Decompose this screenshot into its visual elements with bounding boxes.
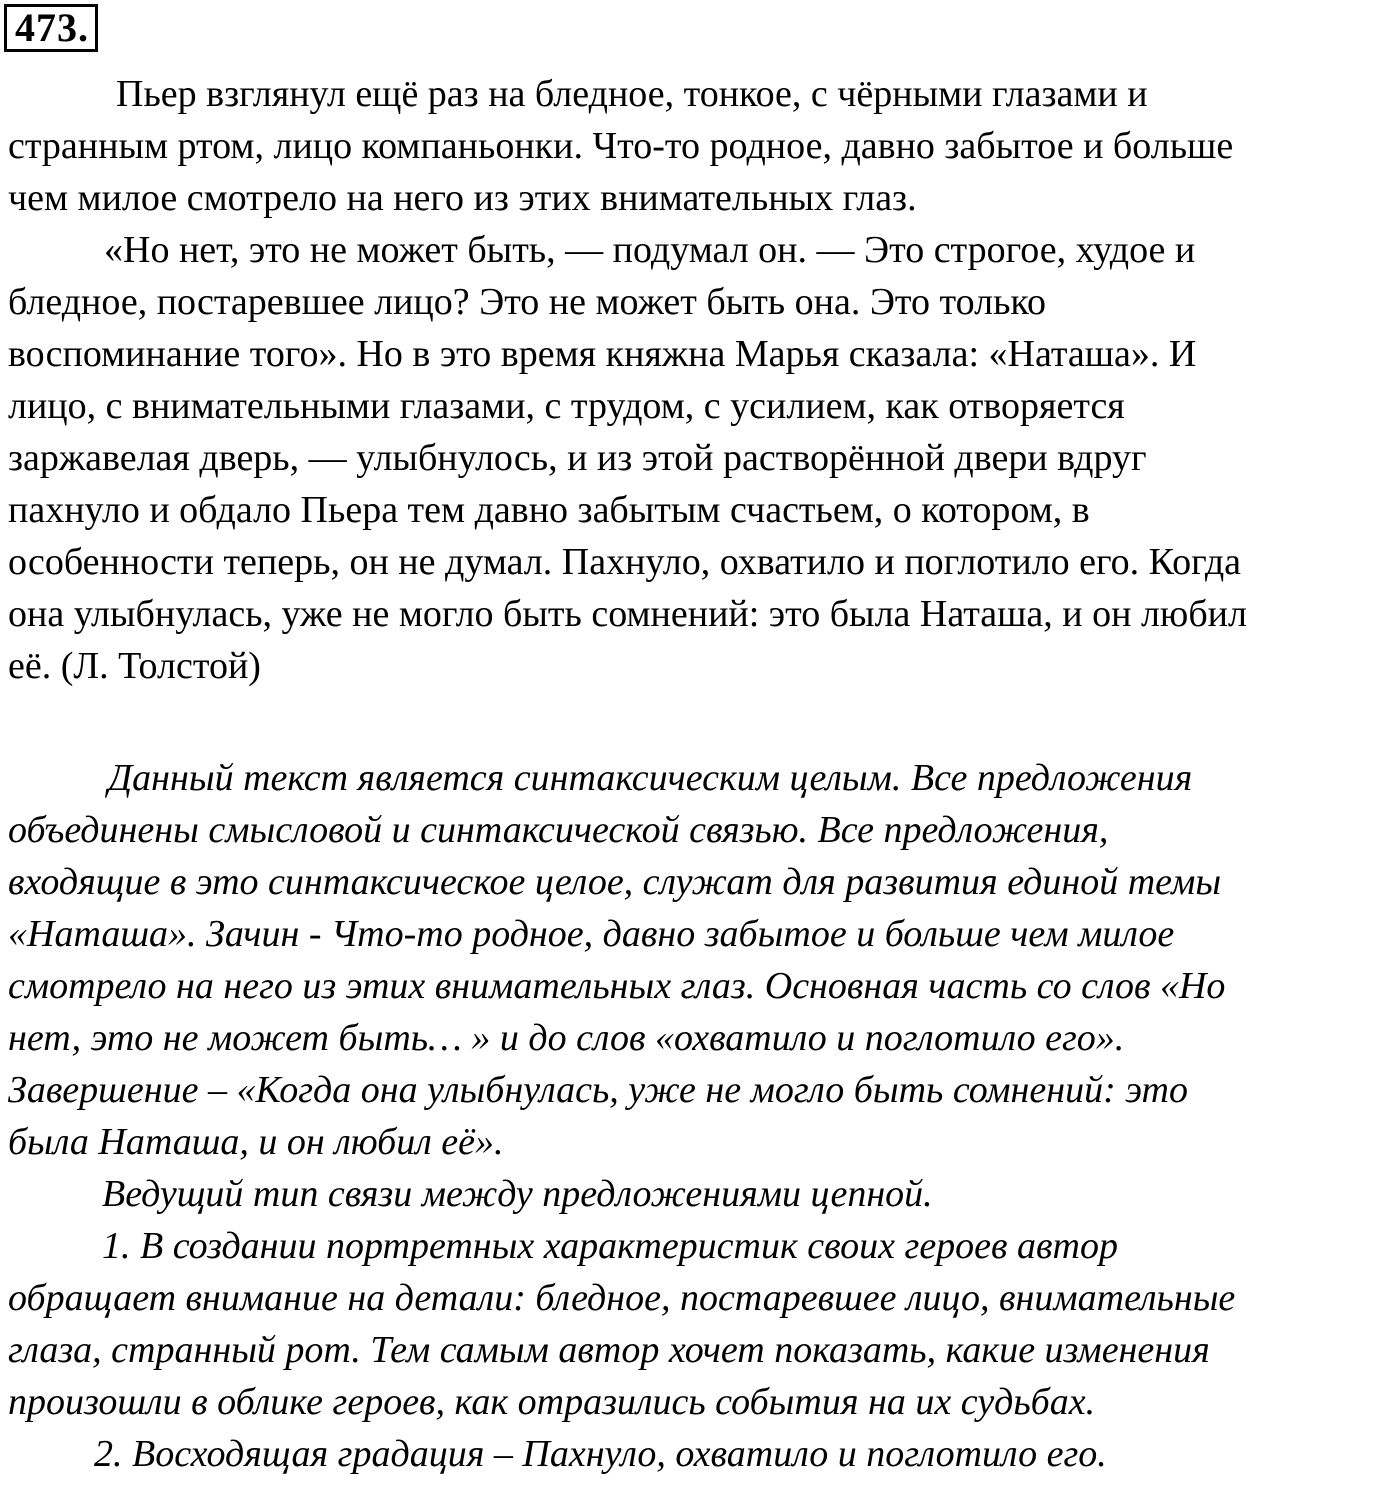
source-line: её. (Л. Толстой)	[8, 645, 261, 687]
analysis-line: смотрело на него из этих внимательных глаз. Основная часть со слов «Но	[8, 965, 1226, 1007]
analysis-line: 1. В создании портретных характеристик своих героев автор	[102, 1225, 1118, 1267]
analysis-line: 2. Восходящая градация – Пахнуло, охватило и поглотило его.	[94, 1433, 1107, 1475]
source-line: заржавелая дверь, — улыбнулось, и из этой растворённой двери вдруг	[8, 437, 1147, 479]
analysis-line: была Наташа, и он любил её».	[8, 1121, 504, 1163]
source-line: лицо, с внимательными глазами, с трудом, с усилием, как отворяется	[8, 385, 1125, 427]
exercise-number-box: 473.	[4, 4, 98, 52]
source-line: бледное, постаревшее лицо? Это не может быть она. Это только	[8, 281, 1046, 323]
analysis-line: входящие в это синтаксическое целое, служат для развития единой темы	[8, 861, 1222, 903]
analysis-line: Ведущий тип связи между предложениями цепной.	[102, 1173, 933, 1215]
analysis-line: нет, это не может быть… » и до слов «охватило и поглотило его».	[8, 1017, 1125, 1059]
source-line: она улыбнулась, уже не могло быть сомнений: это была Наташа, и он любил	[8, 593, 1247, 635]
source-text	[8, 68, 1398, 692]
analysis-line: произошли в облике героев, как отразились события на их судьбах.	[8, 1381, 1096, 1423]
analysis-text	[8, 752, 1398, 1480]
analysis-line: Данный текст является синтаксическим целым. Все предложения	[108, 757, 1193, 799]
analysis-line: «Наташа». Зачин - Что-то родное, давно забытое и больше чем милое	[8, 913, 1175, 955]
source-line: Пьер взглянул ещё раз на бледное, тонкое, с чёрными глазами и	[116, 73, 1148, 115]
analysis-line: обращает внимание на детали: бледное, постаревшее лицо, внимательные	[8, 1277, 1236, 1319]
source-line: чем милое смотрело на него из этих внимательных глаз.	[8, 177, 917, 219]
source-line: «Но нет, это не может быть, — подумал он. — Это строгое, худое и	[104, 229, 1196, 271]
analysis-line: объединены смысловой и синтаксической связью. Все предложения,	[8, 809, 1109, 851]
source-line: пахнуло и обдало Пьера тем давно забытым счастьем, о котором, в	[8, 489, 1090, 531]
source-line: особенности теперь, он не думал. Пахнуло, охватило и поглотило его. Когда	[8, 541, 1242, 583]
source-line: странным ртом, лицо компаньонки. Что-то родное, давно забытое и больше	[8, 125, 1234, 167]
analysis-line: глаза, странный рот. Тем самым автор хочет показать, какие изменения	[8, 1329, 1210, 1371]
source-line: воспоминание того». Но в это время княжна Марья сказала: «Наташа». И	[8, 333, 1197, 375]
analysis-line: Завершение – «Когда она улыбнулась, уже не могло быть сомнений: это	[8, 1069, 1188, 1111]
